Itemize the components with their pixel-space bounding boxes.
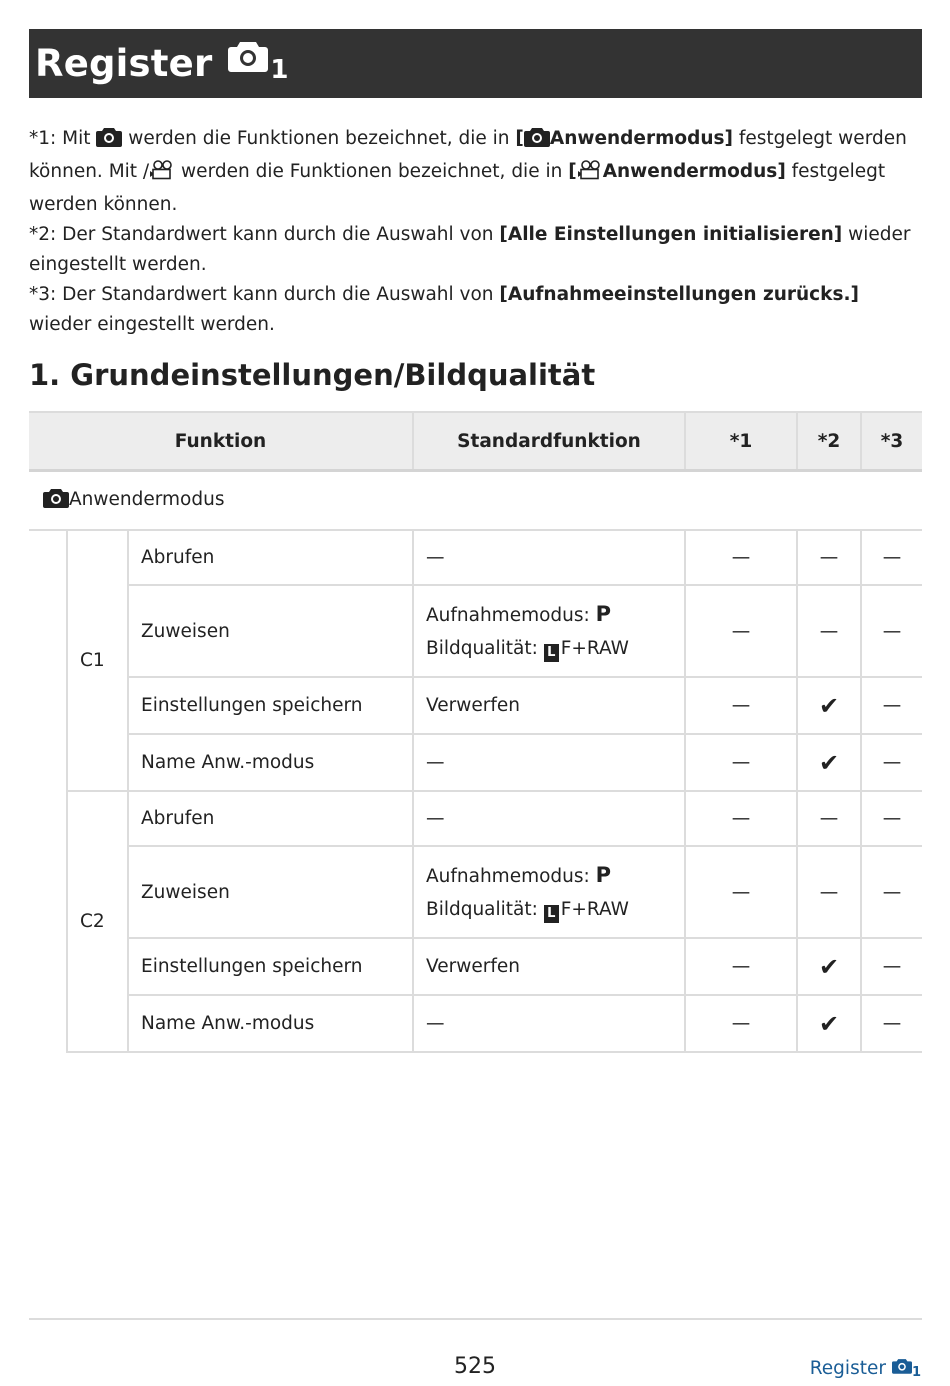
footer-link-label: Register: [809, 1358, 886, 1379]
mode-label-c1: C1: [67, 530, 128, 791]
check-icon: ✔: [797, 995, 861, 1052]
footnote-2-bold: [Alle Einstellungen initialisieren]: [499, 224, 843, 245]
note3-cell: —: [861, 585, 922, 677]
table-row: [29, 791, 922, 846]
note1-cell: —: [685, 734, 797, 791]
note1-cell: —: [685, 677, 797, 734]
settings-table: [29, 411, 922, 1053]
movie-camera-icon: [577, 160, 603, 190]
default-mode-label: Aufnahmemodus:: [426, 865, 596, 887]
note1-cell: —: [685, 585, 797, 677]
footnote-list: [29, 124, 922, 340]
footnote-1: *1: Mit werden die Funktionen bezeichnet, die in [ Anwendermodus] festgelegt werden können. Mit / werden die Funktionen bezeichnet, die in [ Anwendermodus] festgelegt werden können.: [29, 128, 907, 215]
default-quality-label: Bildqualität:: [426, 637, 544, 659]
default-mode-label: Aufnahmemodus:: [426, 604, 596, 626]
camera-icon: [228, 40, 268, 76]
footnote-1-mid2: werden die Funktionen bezeichnet, die in: [175, 161, 569, 182]
default-cell: —: [413, 995, 685, 1052]
default-quality-label: Bildqualität:: [426, 898, 544, 920]
header-note-3: *3: [861, 412, 922, 471]
footnote-1-bracket-label: Anwendermodus: [549, 128, 725, 149]
camera-icon: [524, 127, 550, 157]
function-cell: Einstellungen speichern: [128, 938, 413, 995]
default-cell: [413, 846, 685, 938]
note1-cell: —: [685, 791, 797, 846]
default-cell: —: [413, 734, 685, 791]
header-default: Standardfunktion: [413, 412, 685, 471]
p-mode-icon: P: [595, 601, 612, 626]
table-row: [29, 677, 922, 734]
function-cell: Einstellungen speichern: [128, 677, 413, 734]
note3-cell: —: [861, 734, 922, 791]
table-row: [29, 995, 922, 1052]
group-row: [29, 471, 922, 531]
note3-cell: —: [861, 995, 922, 1052]
footer-link-subscript: 1: [911, 1365, 921, 1380]
note3-cell: —: [861, 677, 922, 734]
footnote-1-prefix: *1: Mit: [29, 128, 97, 149]
function-cell: Abrufen: [128, 791, 413, 846]
note2-cell: —: [797, 846, 861, 938]
page-title: Register: [35, 42, 213, 85]
footer-divider: [29, 1318, 922, 1320]
large-size-icon: L: [544, 905, 559, 923]
footnote-1-suffix: festgelegt werden können. Mit /: [29, 128, 907, 182]
p-mode-icon: P: [595, 862, 612, 887]
group-label: Anwendermodus: [69, 489, 225, 510]
table-row: [29, 530, 922, 585]
check-icon: ✔: [797, 677, 861, 734]
check-icon: ✔: [797, 938, 861, 995]
check-icon: ✔: [797, 734, 861, 791]
default-cell: Verwerfen: [413, 677, 685, 734]
function-cell: Abrufen: [128, 530, 413, 585]
default-cell: Verwerfen: [413, 938, 685, 995]
footnote-1-mid: werden die Funktionen bezeichnet, die in: [122, 128, 516, 149]
footnote-1-suffix-2: festgelegt werden können.: [29, 161, 886, 215]
table-row: [29, 585, 922, 677]
default-cell: [413, 585, 685, 677]
default-quality-value: F+RAW: [560, 637, 629, 659]
table-header-row: [29, 412, 922, 471]
header-function: Funktion: [29, 412, 413, 471]
footnote-1-bracket-label-2: Anwendermodus: [602, 161, 778, 182]
mode-label-c2: C2: [67, 791, 128, 1052]
note2-cell: —: [797, 585, 861, 677]
footnote-2: [29, 220, 922, 280]
note3-cell: —: [861, 530, 922, 585]
page-number: 525: [454, 1354, 496, 1379]
function-cell: Zuweisen: [128, 585, 413, 677]
footer-register-link[interactable]: [810, 1358, 921, 1379]
default-cell: —: [413, 530, 685, 585]
large-size-icon: L: [544, 644, 559, 662]
header-note-2: *2: [797, 412, 861, 471]
note3-cell: —: [861, 938, 922, 995]
movie-camera-icon: [149, 160, 175, 190]
note1-cell: —: [685, 846, 797, 938]
group-label-cell: [29, 471, 922, 531]
note2-cell: —: [797, 791, 861, 846]
table-row: [29, 846, 922, 938]
page-title-bar: [29, 29, 922, 98]
default-cell: —: [413, 791, 685, 846]
footnote-3-suffix: wieder eingestellt werden.: [29, 314, 275, 335]
camera-icon: [892, 1358, 912, 1379]
function-cell: Name Anw.-modus: [128, 734, 413, 791]
default-quality-value: F+RAW: [560, 898, 629, 920]
title-subscript: 1: [270, 54, 289, 85]
header-note-1: *1: [685, 412, 797, 471]
table-row: [29, 938, 922, 995]
camera-icon: [43, 488, 69, 513]
indent-cell: [29, 530, 67, 1052]
footnote-3: [29, 280, 922, 340]
note1-cell: —: [685, 938, 797, 995]
camera-icon: [96, 127, 122, 157]
section-heading: 1. Grundeinstellungen/Bildqualität: [29, 358, 596, 392]
function-cell: Name Anw.-modus: [128, 995, 413, 1052]
note3-cell: —: [861, 791, 922, 846]
table-row: [29, 734, 922, 791]
footnote-3-prefix: *3: Der Standardwert kann durch die Auswahl von: [29, 284, 500, 305]
footnote-2-suffix: wieder eingestellt werden.: [29, 224, 911, 275]
note1-cell: —: [685, 995, 797, 1052]
note2-cell: —: [797, 530, 861, 585]
note3-cell: —: [861, 846, 922, 938]
function-cell: Zuweisen: [128, 846, 413, 938]
footnote-3-bold: [Aufnahmeeinstellungen zurücks.]: [499, 284, 859, 305]
note1-cell: —: [685, 530, 797, 585]
footnote-2-prefix: *2: Der Standardwert kann durch die Auswahl von: [29, 224, 500, 245]
